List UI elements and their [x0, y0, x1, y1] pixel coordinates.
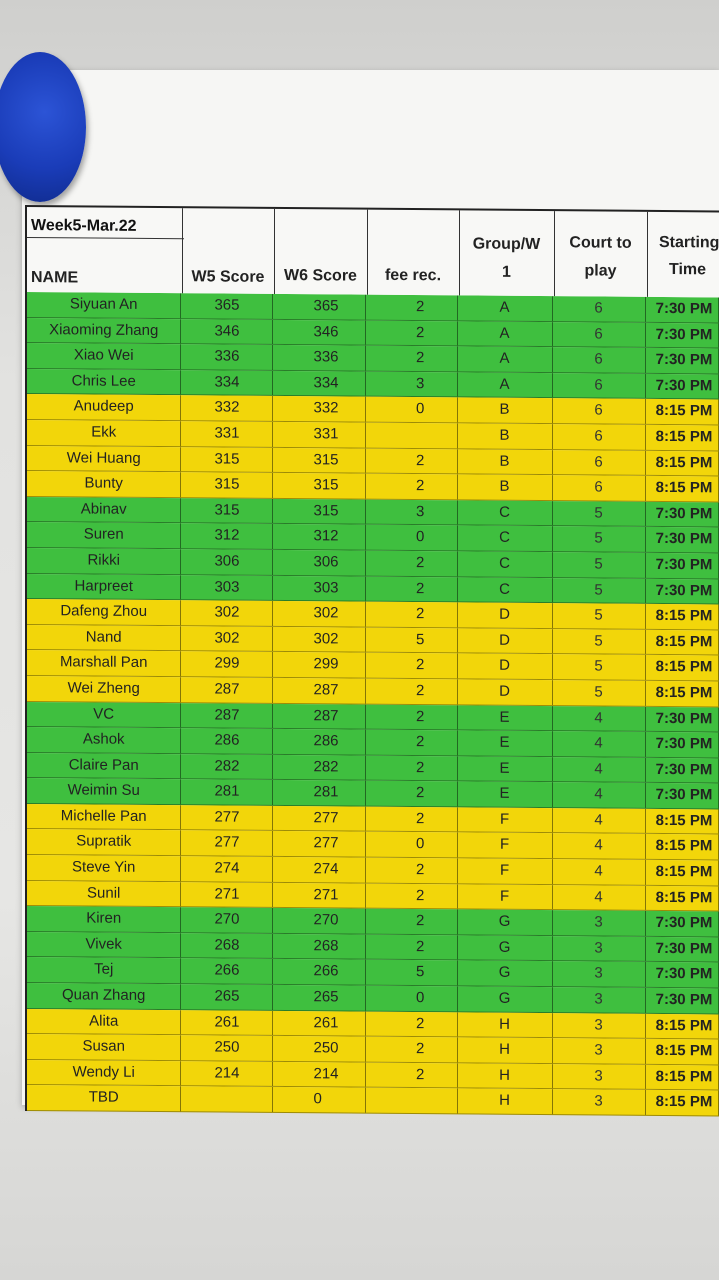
- group-cell: C: [458, 526, 553, 551]
- start-time-cell: 7:30 PM: [646, 937, 719, 962]
- start-time-cell: 8:15 PM: [646, 1090, 719, 1115]
- name-cell: Ashok: [27, 727, 181, 753]
- group-cell: B: [458, 423, 553, 448]
- header-court-line2: play: [584, 262, 617, 280]
- header-group-line2: 1: [502, 263, 511, 281]
- name-cell: Susan: [27, 1034, 181, 1060]
- header-court-cell: [554, 211, 648, 297]
- w6-score-cell: 306: [273, 550, 365, 575]
- w6-score-cell: 274: [273, 857, 365, 882]
- table-row: [27, 1085, 719, 1116]
- court-cell: 5: [553, 501, 646, 526]
- court-cell: 6: [553, 296, 646, 321]
- w5-score-cell: 315: [181, 447, 273, 472]
- w6-score-cell: 282: [273, 755, 365, 780]
- header-group-line1: Group/W: [472, 235, 541, 254]
- header-time-line2: Time: [669, 261, 707, 279]
- name-cell: Claire Pan: [27, 753, 181, 779]
- group-cell: A: [458, 372, 553, 397]
- start-time-cell: 7:30 PM: [646, 758, 719, 783]
- fee-cell: 3: [366, 499, 458, 524]
- court-cell: 3: [553, 987, 646, 1012]
- start-time-cell: 7:30 PM: [646, 911, 719, 936]
- w5-score-cell: 332: [181, 396, 273, 421]
- header-name-cell: [27, 207, 183, 293]
- w5-score-cell: 271: [181, 882, 273, 907]
- fee-cell: 0: [366, 397, 458, 422]
- name-cell: Xiao Wei: [27, 343, 181, 369]
- w5-score-cell: 261: [181, 1010, 273, 1035]
- w5-score-cell: 299: [181, 652, 273, 677]
- score-table: [25, 205, 719, 1116]
- header-w6-cell: [274, 209, 368, 295]
- fee-cell: 2: [366, 704, 458, 729]
- w5-score-cell: 282: [181, 754, 273, 779]
- w6-score-cell: 315: [273, 448, 365, 473]
- header-name: NAME: [31, 269, 79, 287]
- w6-score-cell: 286: [273, 729, 365, 754]
- w6-score-cell: 346: [273, 320, 365, 345]
- start-time-cell: 8:15 PM: [646, 655, 719, 680]
- court-cell: 6: [553, 399, 646, 424]
- header-time-cell: [647, 212, 719, 298]
- court-cell: 6: [553, 347, 646, 372]
- w5-score-cell: 315: [181, 472, 273, 497]
- w5-score-cell: 250: [181, 1035, 273, 1060]
- name-cell: Wei Zheng: [27, 676, 181, 702]
- start-time-cell: 8:15 PM: [646, 681, 719, 706]
- name-cell: Bunty: [27, 471, 181, 497]
- start-time-cell: 8:15 PM: [646, 886, 719, 911]
- w6-score-cell: 332: [273, 396, 365, 421]
- fee-cell: [366, 423, 458, 448]
- group-cell: G: [458, 910, 553, 935]
- w6-score-cell: 302: [273, 627, 365, 652]
- fee-cell: 2: [366, 295, 458, 320]
- w6-score-cell: 270: [273, 908, 365, 933]
- fee-cell: 2: [366, 320, 458, 345]
- w6-score-cell: 315: [273, 473, 365, 498]
- group-cell: H: [458, 1089, 553, 1114]
- group-cell: A: [458, 295, 553, 320]
- group-cell: D: [458, 654, 553, 679]
- name-cell: Vivek: [27, 932, 181, 958]
- start-time-cell: 8:15 PM: [646, 630, 719, 655]
- name-cell: Dafeng Zhou: [27, 599, 181, 625]
- court-cell: 5: [553, 552, 646, 577]
- court-cell: 5: [553, 680, 646, 705]
- name-cell: Abinav: [27, 497, 181, 523]
- w5-score-cell: [181, 1087, 273, 1112]
- w5-score-cell: 287: [181, 677, 273, 702]
- w5-score-cell: 277: [181, 805, 273, 830]
- group-cell: D: [458, 603, 553, 628]
- w5-score-cell: 303: [181, 575, 273, 600]
- name-cell: Chris Lee: [27, 369, 181, 395]
- group-cell: H: [458, 1038, 553, 1063]
- fee-cell: 2: [366, 1037, 458, 1062]
- w5-score-cell: 265: [181, 984, 273, 1009]
- name-cell: Siyuan An: [27, 292, 181, 318]
- start-time-cell: 7:30 PM: [646, 962, 719, 987]
- start-time-cell: 7:30 PM: [646, 527, 719, 552]
- w6-score-cell: 312: [273, 524, 365, 549]
- w5-score-cell: 270: [181, 907, 273, 932]
- name-cell: Anudeep: [27, 394, 181, 420]
- w5-score-cell: 281: [181, 780, 273, 805]
- header-court-line1: Court to: [569, 234, 632, 252]
- start-time-cell: 7:30 PM: [646, 374, 719, 399]
- court-cell: 6: [553, 322, 646, 347]
- w5-score-cell: 365: [181, 293, 273, 318]
- name-cell: Wendy Li: [27, 1060, 181, 1086]
- group-cell: D: [458, 679, 553, 704]
- start-time-cell: 8:15 PM: [646, 604, 719, 629]
- header-fee-cell: [367, 210, 460, 296]
- name-cell: Nand: [27, 625, 181, 651]
- w6-score-cell: 266: [273, 959, 365, 984]
- group-cell: G: [458, 986, 553, 1011]
- start-time-cell: 8:15 PM: [646, 425, 719, 450]
- start-time-cell: 8:15 PM: [646, 399, 719, 424]
- court-cell: 6: [553, 424, 646, 449]
- w5-score-cell: 286: [181, 728, 273, 753]
- group-cell: C: [458, 500, 553, 525]
- court-cell: 5: [553, 526, 646, 551]
- fee-cell: 2: [366, 935, 458, 960]
- group-cell: H: [458, 1063, 553, 1088]
- group-cell: C: [458, 551, 553, 576]
- start-time-cell: 7:30 PM: [646, 553, 719, 578]
- name-cell: Tej: [27, 957, 181, 983]
- w6-score-cell: 261: [273, 1011, 365, 1036]
- start-time-cell: 8:15 PM: [646, 1039, 719, 1064]
- name-cell: Suren: [27, 522, 181, 548]
- group-cell: H: [458, 1012, 553, 1037]
- group-cell: D: [458, 628, 553, 653]
- name-cell: Ekk: [27, 420, 181, 446]
- start-time-cell: 7:30 PM: [646, 732, 719, 757]
- start-time-cell: 7:30 PM: [646, 783, 719, 808]
- group-cell: F: [458, 807, 553, 832]
- group-cell: A: [458, 347, 553, 372]
- fee-cell: 2: [366, 730, 458, 755]
- start-time-cell: 7:30 PM: [646, 706, 719, 731]
- group-cell: G: [458, 935, 553, 960]
- w6-score-cell: 271: [273, 883, 365, 908]
- week-title: Week5-Mar.22: [31, 217, 137, 235]
- fee-cell: 2: [366, 653, 458, 678]
- w5-score-cell: 312: [181, 524, 273, 549]
- w6-score-cell: 287: [273, 703, 365, 728]
- w5-score-cell: 302: [181, 626, 273, 651]
- fee-cell: 5: [366, 627, 458, 652]
- court-cell: 4: [553, 808, 646, 833]
- w5-score-cell: 277: [181, 831, 273, 856]
- court-cell: 4: [553, 757, 646, 782]
- w5-score-cell: 266: [181, 959, 273, 984]
- group-cell: F: [458, 858, 553, 883]
- court-cell: 3: [553, 1064, 646, 1089]
- court-cell: 4: [553, 782, 646, 807]
- fee-cell: 0: [366, 986, 458, 1011]
- w5-score-cell: 346: [181, 319, 273, 344]
- court-cell: 4: [553, 834, 646, 859]
- court-cell: 6: [553, 475, 646, 500]
- group-cell: E: [458, 756, 553, 781]
- court-cell: 5: [553, 603, 646, 628]
- start-time-cell: 7:30 PM: [646, 297, 719, 322]
- table-header: [25, 205, 719, 297]
- w5-score-cell: 268: [181, 933, 273, 958]
- court-cell: 3: [553, 936, 646, 961]
- start-time-cell: 8:15 PM: [646, 450, 719, 475]
- fee-cell: 2: [366, 346, 458, 371]
- w5-score-cell: 214: [181, 1061, 273, 1086]
- w5-score-cell: 306: [181, 549, 273, 574]
- court-cell: 3: [553, 1038, 646, 1063]
- name-cell: Harpreet: [27, 574, 181, 600]
- fee-cell: 2: [366, 474, 458, 499]
- court-cell: 4: [553, 885, 646, 910]
- group-cell: G: [458, 961, 553, 986]
- group-cell: A: [458, 321, 553, 346]
- name-cell: TBD: [27, 1085, 181, 1111]
- w6-score-cell: 277: [273, 831, 365, 856]
- w6-score-cell: 331: [273, 422, 365, 447]
- w6-score-cell: 334: [273, 371, 365, 396]
- start-time-cell: 7:30 PM: [646, 988, 719, 1013]
- w5-score-cell: 336: [181, 344, 273, 369]
- court-cell: 3: [553, 962, 646, 987]
- w6-score-cell: 299: [273, 652, 365, 677]
- name-cell: Weimin Su: [27, 778, 181, 804]
- name-cell: Wei Huang: [27, 446, 181, 472]
- name-cell: Sunil: [27, 881, 181, 907]
- start-time-cell: 7:30 PM: [646, 348, 719, 373]
- group-cell: E: [458, 730, 553, 755]
- w6-score-cell: 302: [273, 601, 365, 626]
- group-cell: F: [458, 833, 553, 858]
- group-cell: B: [458, 475, 553, 500]
- start-time-cell: 8:15 PM: [646, 1013, 719, 1038]
- start-time-cell: 8:15 PM: [646, 476, 719, 501]
- fee-cell: 0: [366, 832, 458, 857]
- header-w5-cell: [182, 208, 275, 294]
- name-cell: Steve Yin: [27, 855, 181, 881]
- court-cell: 5: [553, 578, 646, 603]
- w6-score-cell: 268: [273, 934, 365, 959]
- court-cell: 5: [553, 629, 646, 654]
- fee-cell: 2: [366, 576, 458, 601]
- court-cell: 3: [553, 910, 646, 935]
- group-cell: F: [458, 884, 553, 909]
- group-cell: B: [458, 398, 553, 423]
- name-cell: Xiaoming Zhang: [27, 318, 181, 344]
- w6-score-cell: 315: [273, 499, 365, 524]
- header-w5: W5 Score: [191, 268, 265, 286]
- fee-cell: 2: [366, 807, 458, 832]
- court-cell: 3: [553, 1090, 646, 1115]
- fee-cell: 2: [366, 883, 458, 908]
- name-cell: Michelle Pan: [27, 804, 181, 830]
- header-fee: fee rec.: [384, 266, 442, 285]
- court-cell: 4: [553, 731, 646, 756]
- name-cell: Marshall Pan: [27, 650, 181, 676]
- fee-cell: 5: [366, 960, 458, 985]
- fee-cell: 3: [366, 371, 458, 396]
- table-body: [25, 292, 719, 1116]
- court-cell: 4: [553, 859, 646, 884]
- start-time-cell: 8:15 PM: [646, 834, 719, 859]
- start-time-cell: 7:30 PM: [646, 322, 719, 347]
- w5-score-cell: 315: [181, 498, 273, 523]
- court-cell: 4: [553, 706, 646, 731]
- fee-cell: 2: [366, 1011, 458, 1036]
- name-cell: Alita: [27, 1009, 181, 1035]
- fee-cell: 2: [366, 551, 458, 576]
- w6-score-cell: 365: [273, 294, 365, 319]
- group-cell: B: [458, 449, 553, 474]
- start-time-cell: 7:30 PM: [646, 502, 719, 527]
- w6-score-cell: 303: [273, 575, 365, 600]
- group-cell: E: [458, 782, 553, 807]
- fee-cell: 2: [366, 602, 458, 627]
- fee-cell: 2: [366, 858, 458, 883]
- header-time-line1: Starting: [659, 233, 719, 252]
- start-time-cell: 7:30 PM: [646, 578, 719, 603]
- group-cell: C: [458, 577, 553, 602]
- name-cell: Rikki: [27, 548, 181, 574]
- fee-cell: 2: [366, 1062, 458, 1087]
- fee-cell: 2: [366, 448, 458, 473]
- w6-score-cell: 265: [273, 985, 365, 1010]
- name-cell: VC: [27, 702, 181, 728]
- w6-score-cell: 336: [273, 345, 365, 370]
- name-cell: Supratik: [27, 829, 181, 855]
- w5-score-cell: 302: [181, 600, 273, 625]
- start-time-cell: 8:15 PM: [646, 1065, 719, 1090]
- court-cell: 5: [553, 654, 646, 679]
- group-cell: E: [458, 705, 553, 730]
- w5-score-cell: 287: [181, 703, 273, 728]
- court-cell: 6: [553, 450, 646, 475]
- fee-cell: 2: [366, 755, 458, 780]
- w5-score-cell: 274: [181, 856, 273, 881]
- w5-score-cell: 334: [181, 370, 273, 395]
- name-cell: Quan Zhang: [27, 983, 181, 1009]
- court-cell: 3: [553, 1013, 646, 1038]
- w6-score-cell: 287: [273, 678, 365, 703]
- w6-score-cell: 281: [273, 780, 365, 805]
- fee-cell: 0: [366, 525, 458, 550]
- name-cell: Kiren: [27, 906, 181, 932]
- header-w6: W6 Score: [284, 267, 357, 285]
- start-time-cell: 8:15 PM: [646, 809, 719, 834]
- w6-score-cell: 0: [273, 1087, 365, 1112]
- w5-score-cell: 331: [181, 421, 273, 446]
- header-group-cell: [459, 210, 555, 296]
- fee-cell: 2: [366, 781, 458, 806]
- w6-score-cell: 277: [273, 806, 365, 831]
- court-cell: 6: [553, 373, 646, 398]
- fee-cell: 2: [366, 679, 458, 704]
- fee-cell: [366, 1088, 458, 1113]
- w6-score-cell: 214: [273, 1062, 365, 1087]
- start-time-cell: 8:15 PM: [646, 860, 719, 885]
- w6-score-cell: 250: [273, 1036, 365, 1061]
- fee-cell: 2: [366, 909, 458, 934]
